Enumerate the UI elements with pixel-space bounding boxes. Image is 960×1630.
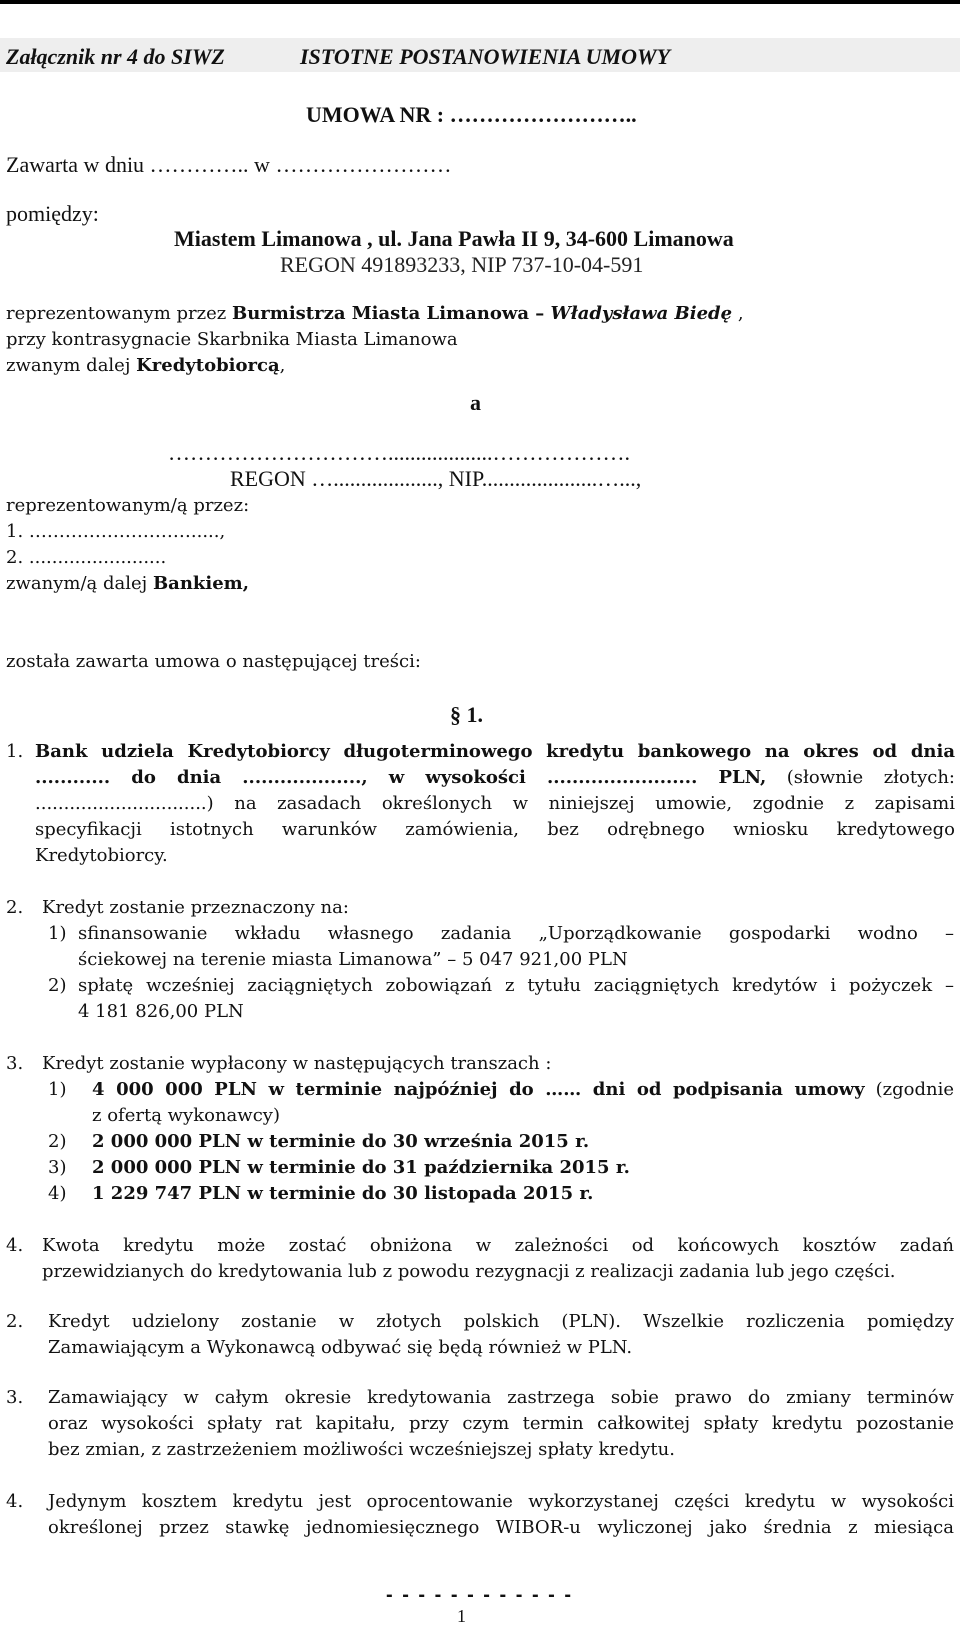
p3-number: 3. xyxy=(6,1053,24,1074)
p6-number: 3. xyxy=(6,1387,24,1408)
bank-rep-1: 1. ………………………....., xyxy=(6,521,226,542)
p3-item-2-text: 2 000 000 PLN w terminie do 30 września 2015 r. xyxy=(92,1131,590,1152)
p1-line1: Bank udziela Kredytobiorcy długoterminowego kredytu bankowego na okres od dnia xyxy=(35,741,955,762)
p5-number: 2. xyxy=(6,1311,24,1332)
p6-line3: bez zmian, z zastrzeżeniem możliwości wcześniejszej spłaty kredytu. xyxy=(48,1439,675,1460)
rep-suffix: , xyxy=(732,303,744,324)
p1-number: 1. xyxy=(6,741,24,762)
called-suffix: , xyxy=(279,355,286,376)
p3-item-1-line2: z ofertą wykonawcy) xyxy=(92,1105,280,1126)
p6-line2: oraz wysokości spłaty rat kapitału, przy czym termin całkowitej spłaty kredytu pozostanie xyxy=(48,1413,954,1434)
p4-number: 4. xyxy=(6,1235,24,1256)
p2-number: 2. xyxy=(6,897,24,918)
bank-called-prefix: zwanym/ą dalej xyxy=(6,573,153,594)
footer-separator: - - - - - - - - - - - - xyxy=(386,1584,574,1606)
p2-item-1-line1: sfinansowanie wkładu własnego zadania „Uporządkowanie gospodarki wodno – xyxy=(78,923,954,944)
top-border xyxy=(0,0,960,4)
p3-item-4-text: 1 229 747 PLN w terminie do 30 listopada 2015 r. xyxy=(92,1183,594,1204)
p3-item-4-number: 4) xyxy=(48,1183,67,1204)
page-number: 1 xyxy=(457,1606,466,1626)
city-name-line: Miastem Limanowa , ul. Jana Pawła II 9, 34-600 Limanowa xyxy=(174,226,734,251)
rep-prefix: reprezentowanym przez xyxy=(6,303,232,324)
p1-line2 xyxy=(35,764,955,791)
p2-item-2-line1: spłatę wcześniej zaciągniętych zobowiązań z tytułu zaciągniętych kredytów i pożyczek – xyxy=(78,975,954,996)
p5-line2: Zamawiającym a Wykonawcą odbywać się będą również w PLN. xyxy=(48,1337,633,1358)
intro-line: została zawarta umowa o następującej treści: xyxy=(6,651,421,672)
p2-item-1-line2: ściekowej na terenie miasta Limanowa” – 5 047 921,00 PLN xyxy=(78,949,628,970)
attachment-label: Załącznik nr 4 do SIWZ xyxy=(6,44,225,69)
p2-item-2-line2: 4 181 826,00 PLN xyxy=(78,1001,244,1022)
city-representative xyxy=(6,300,744,327)
document-title: ISTOTNE POSTANOWIENIA UMOWY xyxy=(300,44,671,69)
p1-line2-words: (słownie złotych: xyxy=(766,767,955,788)
p7-line2: określonej przez stawkę jednomiesięcznego WIBOR-u wyliczonej jako średnia z miesiąca xyxy=(48,1517,954,1538)
rep-person: Władysława Biedę xyxy=(550,303,733,324)
p3-item-1-rest: (zgodnie xyxy=(864,1079,954,1100)
p1-line4: specyfikacji istotnych warunków zamówienia, bez odrębnego wniosku kredytowego xyxy=(35,819,955,840)
bank-called-line xyxy=(6,570,249,597)
p5-line1: Kredyt udzielony zostanie w złotych polskich (PLN). Wszelkie rozliczenia pomiędzy xyxy=(48,1311,954,1332)
p3-intro: Kredyt zostanie wypłacony w następujących transzach : xyxy=(42,1053,552,1074)
bank-name-line: …………………………...................………………. xyxy=(168,440,630,465)
rep-title: Burmistrza Miasta Limanowa – xyxy=(232,303,551,324)
p1-line2-bold: ............ do dnia ..................., w wysokości ........................ PLN, xyxy=(35,767,767,788)
contract-number: UMOWA NR : …………………….. xyxy=(306,102,637,127)
p2-intro: Kredyt zostanie przeznaczony na: xyxy=(42,897,349,918)
p3-item-2-number: 2) xyxy=(48,1131,67,1152)
bank-rep-label: reprezentowanym/ą przez: xyxy=(6,495,250,516)
p7-line1: Jedynym kosztem kredytu jest oprocentowanie wykorzystanej części kredytu w wysokości xyxy=(48,1491,954,1512)
city-ids: REGON 491893233, NIP 737-10-04-591 xyxy=(280,252,644,277)
section-heading: § 1. xyxy=(450,702,483,727)
p2-item-1-number: 1) xyxy=(48,923,67,944)
p3-item-1-bold: 4 000 000 PLN w terminie najpóźniej do …… dni od podpisania umowy xyxy=(92,1079,865,1100)
concluded-line: Zawarta w dniu ………….. w …………………… xyxy=(6,152,452,177)
conjunction: a xyxy=(470,390,481,415)
p1-line5: Kredytobiorcy. xyxy=(35,845,168,866)
bank-name: Bankiem, xyxy=(152,573,249,594)
p1-line3: ..............................) na zasadach określonych w niniejszej umowie, zgodnie z zapisami xyxy=(35,793,955,814)
p3-item-1-number: 1) xyxy=(48,1079,67,1100)
p4-line2: przewidzianych do kredytowania lub z powodu rezygnacji z realizacji zadania lub jego części. xyxy=(42,1261,896,1282)
bank-rep-2: 2. ........................ xyxy=(6,547,167,568)
between-label: pomiędzy: xyxy=(6,201,99,226)
p6-line1: Zamawiający w całym okresie kredytowania zastrzega sobie prawo do zmiany terminów xyxy=(48,1387,954,1408)
p4-line1: Kwota kredytu może zostać obniżona w zależności od końcowych kosztów zadań xyxy=(42,1235,954,1256)
countersign-line: przy kontrasygnacie Skarbnika Miasta Limanowa xyxy=(6,329,458,350)
p7-number: 4. xyxy=(6,1491,24,1512)
bank-ids: REGON …..................., NIP.....................…..., xyxy=(230,466,642,491)
city-called-line xyxy=(6,352,285,379)
p3-item-3-text: 2 000 000 PLN w terminie do 31 października 2015 r. xyxy=(92,1157,630,1178)
borrower-name: Kredytobiorcą xyxy=(136,355,280,376)
p3-item-1-line1 xyxy=(92,1076,954,1103)
p3-item-3-number: 3) xyxy=(48,1157,67,1178)
called-prefix: zwanym dalej xyxy=(6,355,137,376)
p2-item-2-number: 2) xyxy=(48,975,67,996)
